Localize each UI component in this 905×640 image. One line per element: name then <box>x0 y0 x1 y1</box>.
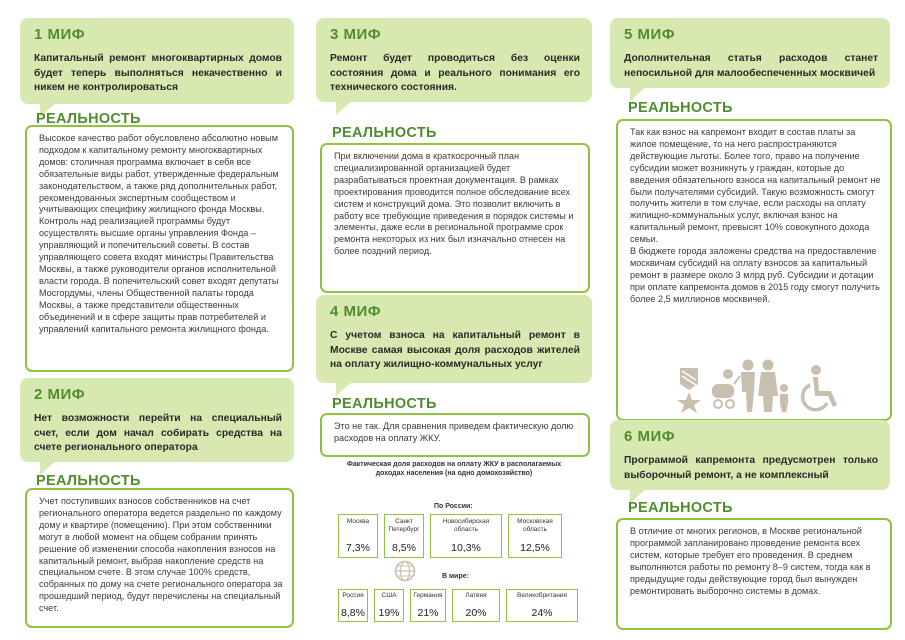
chart-category-label: Санкт Петербург <box>388 518 420 533</box>
myth-6-text: Программой капремонта предусмотрен только выборочный ремонт, а не комплексный <box>624 455 878 481</box>
family-icon <box>710 358 794 414</box>
myth-5-number: 5 МИФ <box>624 26 676 43</box>
reality-1-box <box>25 125 294 372</box>
reality-1-paragraph-2: Контроль над реализацией программы будут осуществлять высшие органы управления Фонда – управляющий и попечительский советы. В состав управляющего совета входят министры Правительства Москвы, а также руководители органов исполнительной власти города. В попечительский совет входят депутаты Мосгордумы, члены Общественной палаты города Москвы, а также представители общественных объединений и в сфере защиты прав потребителей и управлений капитального ремонта жилищного фонда. <box>39 216 279 334</box>
chart-value-label: 12,5% <box>520 542 550 554</box>
reality-4-paragraph-1: Это не так. Для сравнения приведем фактическую долю расходов на оплату ЖКУ. <box>334 421 574 443</box>
chart-category-label: США <box>381 592 397 599</box>
reality-3-paragraph-1: При включении дома в краткосрочный план специализированной организацией будет разрабатываться проектная документация. В рамках проектирования проводится полное обследование всех систем и конструкций дома. Это позволит включить в работу все требующие приведения в порядок системы и элементы, даже если в региональной программе срок ремонта некоторых из них был изначально отнесен на более поздний период. <box>334 151 574 257</box>
chart-category-label: Московская область <box>517 518 553 533</box>
chart-category-label: Новосибирская область <box>442 518 490 533</box>
chart-cell-2-3 <box>410 589 446 622</box>
myth-4-box <box>316 295 592 383</box>
reality-3-box <box>320 143 590 293</box>
chart-value-label: 20% <box>465 607 487 619</box>
myth-4-number: 4 МИФ <box>330 303 382 320</box>
chart-cell-2-2 <box>374 589 404 622</box>
myth-3-box <box>316 18 592 102</box>
chart-value-label: 8,8% <box>341 607 365 619</box>
myth-1-box <box>20 18 294 104</box>
reality-6-title: РЕАЛЬНОСТЬ <box>628 500 733 516</box>
reality-5-title: РЕАЛЬНОСТЬ <box>628 100 733 116</box>
globe-icon <box>394 560 416 582</box>
myth-3-number: 3 МИФ <box>330 26 382 43</box>
chart-title: Фактическая доля расходов на оплату ЖКУ в располагаемых доходах населения (на одно домохозяйство) <box>346 461 562 477</box>
reality-4-box <box>320 413 590 457</box>
myth-4-text: С учетом взноса на капитальный ремонт в Москве самая высокая доля расходов жителей на оплату жилищно-коммунальных услуг <box>330 330 580 370</box>
reality-1-title: РЕАЛЬНОСТЬ <box>36 111 141 127</box>
reality-2-paragraph-1: Учет поступивших взносов собственников на счет регионального оператора ведется раздельно по каждому дому и квартире (помещению). При этом собственники могут в любой момент на общем собрании принять решение об изменении способа накопления взносов на капитальный ремонт, выбрав накопление средств на специальном счете. В этом случае 100% средств, собранных по дому на счете регионального оператора за прошедший период, будут перечислены на специальный счет. <box>39 496 283 614</box>
chart-value-label: 21% <box>417 607 439 619</box>
myth-2-number: 2 МИФ <box>34 386 86 403</box>
reality-6-paragraph-1: В отличие от многих регионов, в Москве региональной программой запланировано проведение ремонта всех систем, которые требует его проведения. В среднем выполняются работы по ремонту 8–9 систем, тогда как в предыдущие годы действующие город был вынужден ремонтировать выборочно системы в домах. <box>630 526 871 596</box>
chart-group-1-label: По России: <box>434 503 473 510</box>
reality-5-paragraph-1: Так как взнос на капремонт входит в состав платы за жилое помещение, то на него распространяются действующие льготы. Более того, право на получение субсидии может возникнуть у граждан, которые до введения обязательного взноса на капитальный ремонт не были получателями субсидий. Такую возможность смогут получить жители в том случае, если расходы на оплату жилищно-коммунальных услуг, включая взнос на капитальный ремонт, превысят 10% совокупного дохода семьи. <box>630 127 881 245</box>
myth-3-text: Ремонт будет проводиться без оценки состояния дома и реального понимания его технического состояния. <box>330 53 580 93</box>
myth-2-text: Нет возможности перейти на специальный счет, если дом начал собирать средства на счете регионального оператора <box>34 413 282 453</box>
reality-6-box <box>616 518 892 630</box>
chart-category-label: Германия <box>413 592 443 599</box>
myth-5-box <box>610 18 890 88</box>
chart-cell-2-1 <box>338 589 368 622</box>
wheelchair-icon <box>800 365 844 413</box>
chart-value-label: 7,3% <box>346 542 370 554</box>
chart-cell-1-3 <box>430 514 502 558</box>
column-1 <box>0 0 302 640</box>
myth-1-number: 1 МИФ <box>34 26 86 43</box>
chart-value-label: 10,3% <box>451 542 481 554</box>
myth-1-text: Капитальный ремонт многоквартирных домов будет теперь выполняться некачественно и никем не контролироваться <box>34 53 282 93</box>
chart-group-2-label: В мире: <box>442 573 469 580</box>
chart-cell-2-4 <box>452 589 500 622</box>
myth-5-text: Дополнительная статья расходов станет непосильной для малообеспеченных москвичей <box>624 53 878 79</box>
reality-3-title: РЕАЛЬНОСТЬ <box>332 125 437 141</box>
chart-value-label: 24% <box>531 607 553 619</box>
reality-1-paragraph-1: Высокое качество работ обусловлено абсолютно новым подходом к капитальному ремонту многоквартирных домов: столичная программа включает в себя все обязательные виды работ, утвержденные федеральным законодательством, а также ряд дополнительных работ, рекомендованных экспертным сообществом и учитывающих специфику жилищного фонда Москвы. <box>39 133 279 215</box>
myth-6-box <box>610 420 890 490</box>
column-3 <box>604 0 905 640</box>
chart-cell-1-1 <box>338 514 378 558</box>
reality-2-title: РЕАЛЬНОСТЬ <box>36 473 141 489</box>
chart-category-label: Латвия <box>465 592 487 599</box>
reality-5-paragraph-2: В бюджете города заложены средства на предоставление москвичам субсидий на оплату взносов за капитальный ремонт в размере около 3 млрд руб. Субсидии и дотации при оплате капремонта домов в 2015 году смогут получить более 2,5 миллионов москвичей. <box>630 246 880 304</box>
chart-value-label: 19% <box>378 607 400 619</box>
chart-cell-1-4 <box>508 514 562 558</box>
myth-2-box <box>20 378 294 462</box>
chart-category-label: Великобритания <box>517 592 567 599</box>
reality-2-box <box>25 488 294 628</box>
chart-value-label: 8,5% <box>392 542 416 554</box>
chart-cell-2-5 <box>506 589 578 622</box>
column-2 <box>302 0 604 640</box>
chart-category-label: Россия <box>342 592 364 599</box>
reality-4-title: РЕАЛЬНОСТЬ <box>332 396 437 412</box>
medal-icon <box>676 368 702 414</box>
chart-cell-1-2 <box>384 514 424 558</box>
chart-category-label: Москва <box>346 518 370 525</box>
myth-6-number: 6 МИФ <box>624 428 676 445</box>
